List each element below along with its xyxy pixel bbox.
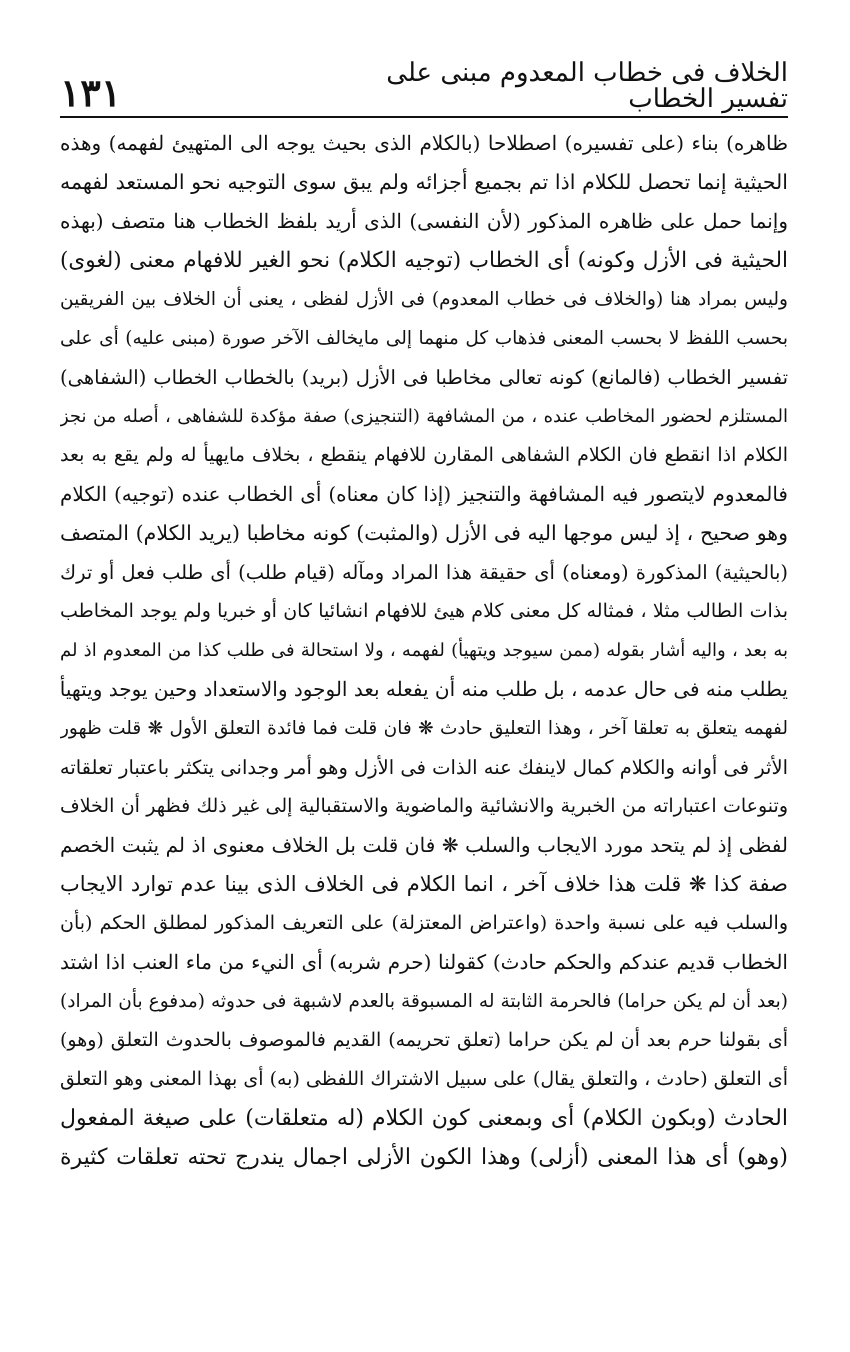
header-rule	[60, 116, 788, 118]
text-line: الحادث (وبكون الكلام) أى وبمعنى كون الكلام (له متعلقات) على صيغة المفعول	[60, 1106, 788, 1131]
text-line: (بالحيثية) المذكورة (ومعناه) أى حقيقة هذا المراد ومآله (قيام طلب) أى طلب فعل أو ترك	[60, 561, 788, 584]
text-line: الكلام اذا انقطع فان الكلام الشفاهى المقارن للافهام ينقطع ، بخلاف مايهيأ له ولم يقع به بعد	[60, 444, 788, 466]
text-line: أى بقولنا حرم بعد أن لم يكن حراما (تعلق تحريمه) القديم فالموصوف بالحدوث التعلق (وهو)	[60, 1029, 788, 1051]
text-line: الحيثية فى الأزل وكونه) أى الخطاب (توجيه الكلام) نحو الغير للافهام معنى (لغوى)	[60, 248, 788, 273]
text-line: فالمعدوم لايتصور فيه المشافهة والتنجيز (إذا كان معناه) أى الخطاب عنده (توجيه) الكلام	[60, 482, 788, 506]
text-line: والسلب فيه على نسبة واحدة (واعتراض المعتزلة) على التعريف المذكور لمطلق الحكم (بأن	[60, 912, 788, 934]
text-line: المستلزم لحضور المخاطب عنده ، من المشافهة (التنجيزى) صفة مؤكدة للشفاهى ، أصله من نجز	[60, 406, 788, 427]
text-line: تفسير الخطاب (فالمانع) كونه تعالى مخاطبا فى الأزل (بريد) بالخطاب الخطاب (الشفاهى)	[60, 366, 788, 389]
text-line: به بعد ، واليه أشار بقوله (ممن سيوجد ويتهيأ) لفهمه ، ولا استحالة فى طلب كذا من المعدوم اذ لم	[60, 640, 788, 661]
text-line: بذات الطالب مثلا ، فمثاله كل معنى كلام هيئ للافهام انشائيا كان أو خبريا ولم يوجد المخاطب	[60, 600, 788, 622]
text-line: لفظى إذ لم يتحد مورد الايجاب والسلب ❋ فان قلت بل الخلاف معنوى اذ لم يثبت الخصم	[60, 833, 788, 857]
text-line: وتنوعات اعتباراته من الخبرية والانشائية والماضوية والاستقبالية إلى غير ذلك فظهر أن الخلاف	[60, 795, 788, 817]
text-line: بحسب اللفظ لا بحسب المعنى فذهاب كل منهما إلى مايخالف الآخر صورة (مبنى عليه) أى على	[60, 328, 788, 349]
text-line: الخطاب قديم عندكم والحكم حادث) كقولنا (حرم شربه) أى النيء من ماء العنب اذا اشتد	[60, 950, 788, 974]
text-line: لفهمه يتعلق به تعلقا آخر ، وهذا التعليق حادث ❋ فان قلت فما فائدة التعلق الأول ❋ قلت ظهور	[60, 718, 788, 739]
text-line: وهو صحيح ، إذ ليس موجها اليه فى الأزل (والمثبت) كونه مخاطبا (يريد الكلام) المتصف	[60, 521, 788, 545]
text-line: الحيثية إنما تحصل للكلام اذا تم بجميع أجزائه ولم يبق سوى التوجيه نحو المستعد لفهمه	[60, 170, 788, 194]
text-line: وإنما حمل على ظاهره المذكور (لأن النفسى) الذى أريد بلفظ الخطاب هنا متصف (بهذه	[60, 209, 788, 233]
text-line: يطلب منه فى حال عدمه ، بل طلب منه أن يفعله بعد الوجود والاستعداد وحين يوجد ويتهيأ	[60, 677, 788, 701]
text-line: ظاهره) بناء (على تفسيره) اصطلاحا (بالكلام الذى بحيث يوجه الى المتهيئ لفهمه) وهذه	[60, 131, 788, 155]
page-number: ١٣١	[60, 70, 122, 115]
page-header	[60, 0, 788, 116]
body-text	[60, 124, 788, 1177]
text-line: وليس بمراد هنا (والخلاف فى خطاب المعدوم) فى الأزل لفظى ، يعنى أن الخلاف بين الفريقين	[60, 289, 788, 310]
text-line: (وهو) أى هذا المعنى (أزلى) وهذا الكون الأزلى اجمال يندرج تحته تعلقات كثيرة	[60, 1145, 788, 1170]
running-title: الخلاف فى خطاب المعدوم مبنى على تفسير الخطاب	[386, 58, 788, 114]
text-line: صفة كذا ❋ قلت هذا خلاف آخر ، انما الكلام فى الخلاف الذى بينا عدم توارد الايجاب	[60, 872, 788, 896]
text-line: (بعد أن لم يكن حراما) فالحرمة الثابتة له المسبوقة بالعدم لاشبهة فى حدوثه (مدفوع بأن المراد)	[60, 991, 788, 1012]
text-line: أى التعلق (حادث ، والتعلق يقال) على سبيل الاشتراك اللفظى (به) أى بهذا المعنى وهو التعلق	[60, 1068, 788, 1090]
text-line: الأثر فى أوانه والكلام كمال لاينفك عنه الذات فى الأزل وهو أمر وجدانى يتكثر باعتبار تعلقاته	[60, 756, 788, 779]
